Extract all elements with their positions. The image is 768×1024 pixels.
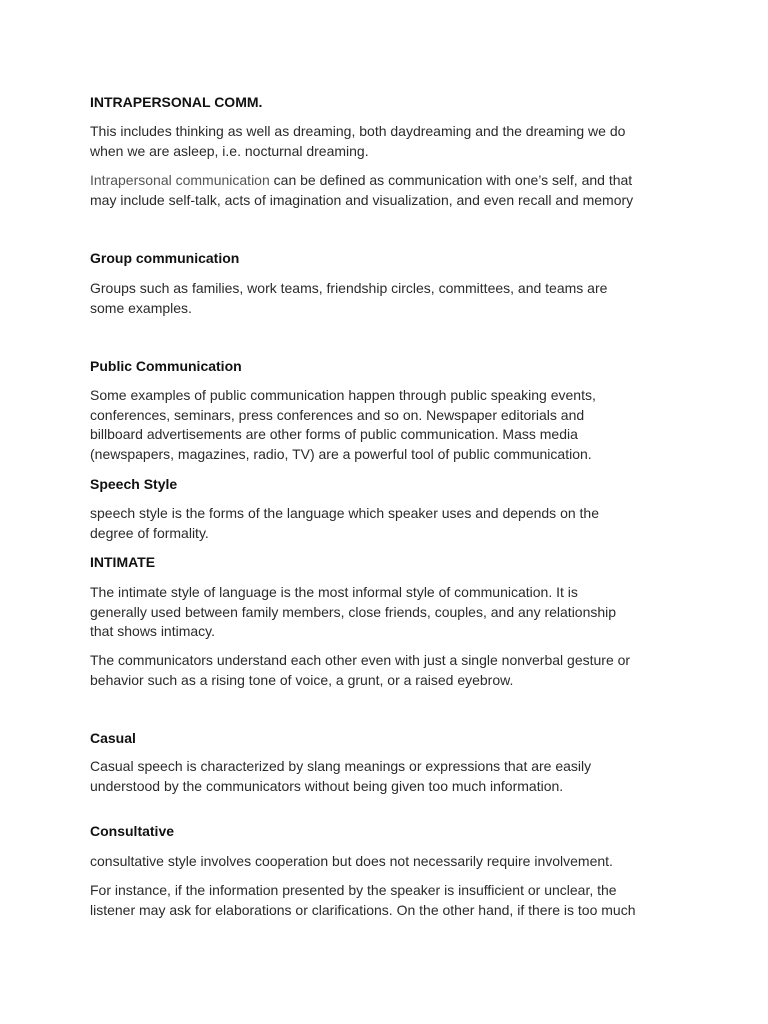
heading-group-communication: Group communication — [90, 250, 240, 266]
paragraph-line: generally used between family members, close friends, couples, and any relationship — [90, 603, 617, 620]
heading-speech-style: Speech Style — [90, 476, 178, 492]
term-intrapersonal-communication: Intrapersonal communication — [90, 172, 270, 188]
paragraph-line: listener may ask for elaborations or clarifications. On the other hand, if there is too much — [90, 901, 636, 918]
paragraph-line: that shows intimacy. — [90, 623, 216, 639]
heading-intrapersonal: INTRAPERSONAL COMM. — [90, 94, 263, 110]
paragraph-line: degree of formality. — [90, 524, 209, 541]
heading-consultative: Consultative — [90, 823, 175, 839]
heading-casual: Casual — [90, 730, 136, 746]
paragraph-line: consultative style involves cooperation but does not necessarily require involvement. — [90, 853, 613, 869]
heading-intimate: INTIMATE — [90, 554, 156, 570]
paragraph-line: when we are asleep, i.e. nocturnal dreaming. — [90, 142, 369, 159]
paragraph-line: Groups such as families, work teams, friendship circles, committees, and teams are — [90, 280, 608, 296]
paragraph-line: speech style is the forms of the language which speaker uses and depends on the — [90, 505, 599, 521]
heading-public-communication: Public Communication — [90, 358, 242, 374]
paragraph-line: conferences, seminars, press conferences and so on. Newspaper editorials and — [90, 406, 585, 423]
paragraph-line: behavior such as a rising tone of voice, a grunt, or a raised eyebrow. — [90, 671, 514, 688]
paragraph-text: can be defined as communication with one’s self, and that — [269, 172, 633, 188]
paragraph-intrapersonal-1 — [90, 122, 690, 161]
paragraph-line: (newspapers, magazines, radio, TV) are a powerful tool of public communication. — [90, 445, 592, 462]
paragraph-intrapersonal-2 — [90, 171, 690, 210]
paragraph-speech-style — [90, 504, 690, 543]
paragraph-line: some examples. — [90, 299, 192, 316]
paragraph-line: The intimate style of language is the most informal style of communication. It is — [90, 584, 578, 600]
paragraph-line: The communicators understand each other even with just a single nonverbal gesture or — [90, 652, 631, 668]
paragraph-line: billboard advertisements are other forms of public communication. Mass media — [90, 426, 578, 442]
paragraph-line: Casual speech is characterized by slang meanings or expressions that are easily — [90, 758, 592, 774]
paragraph-public — [90, 386, 690, 464]
paragraph-consultative-1 — [90, 852, 690, 872]
paragraph-line: may include self-talk, acts of imagination and visualization, and even recall and memory — [90, 191, 634, 208]
paragraph-line: Some examples of public communication happen through public speaking events, — [90, 387, 596, 403]
paragraph-line: This includes thinking as well as dreaming, both daydreaming and the dreaming we do — [90, 123, 626, 139]
paragraph-consultative-2 — [90, 881, 690, 920]
paragraph-intimate-1 — [90, 583, 690, 642]
paragraph-line: For instance, if the information presented by the speaker is insufficient or unclear, the — [90, 882, 617, 898]
paragraph-group — [90, 279, 690, 318]
paragraph-casual — [90, 757, 690, 796]
paragraph-line: understood by the communicators without being given too much information. — [90, 777, 564, 794]
paragraph-intimate-2 — [90, 651, 690, 690]
paragraph-line — [90, 171, 690, 191]
